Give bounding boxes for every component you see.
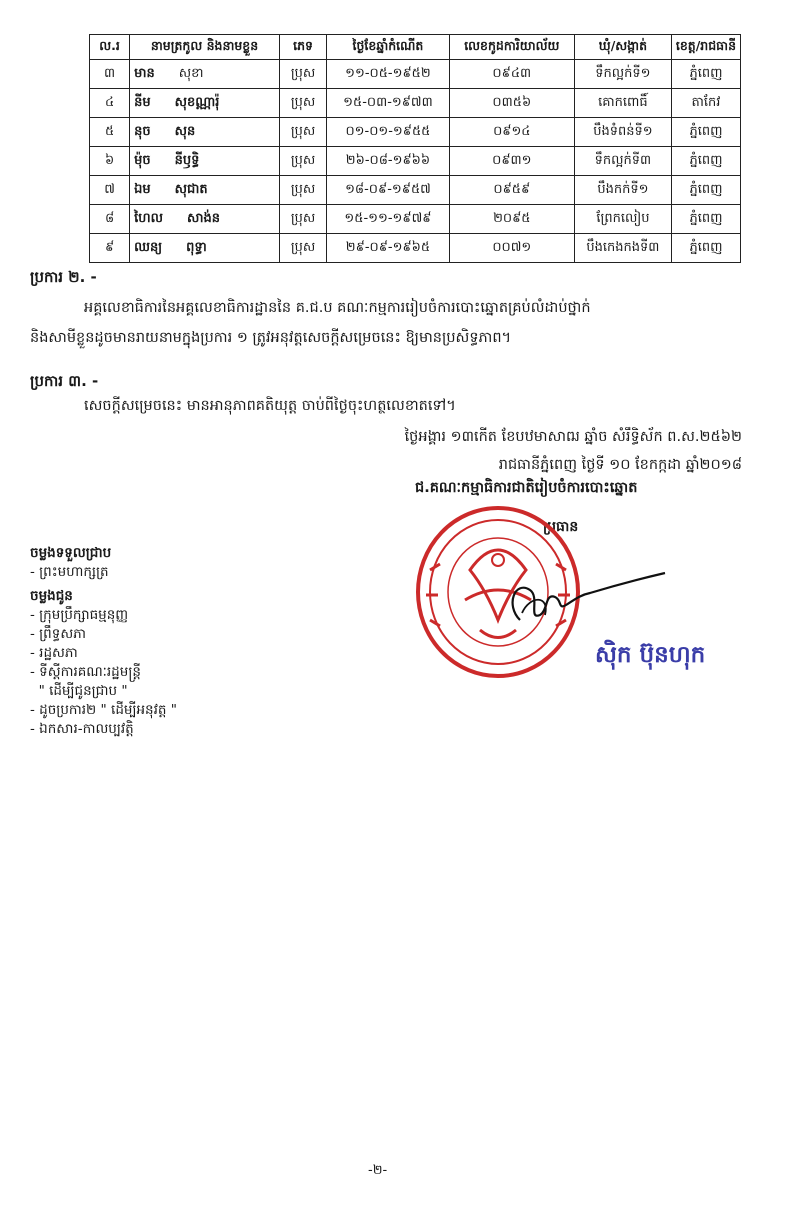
sent-item: " ដើម្បីជូនជ្រាប " xyxy=(30,683,128,699)
cell-commune: បឹងកេងកងទី៣ xyxy=(574,234,671,263)
article-2-line-1: អគ្គលេខាធិការនៃអគ្គលេខាធិការដ្ឋាននៃ គ.ជ.ប គណៈកម្មការរៀបចំការបោះឆ្នោតគ្រប់លំដាប់ថ្នាក់ xyxy=(84,300,591,316)
given-name: សុខណ្ណារ៉ុ xyxy=(174,94,220,110)
cell-no: ៤ xyxy=(90,89,130,118)
table-row xyxy=(90,60,741,89)
cell-commune: គោកពោធិ៍ xyxy=(574,89,671,118)
distribution-sent xyxy=(30,587,177,739)
sent-heading: ចម្លងជូន xyxy=(30,588,73,604)
cell-name xyxy=(130,176,280,205)
family-name: ឯម xyxy=(134,181,151,197)
cell-sex: ប្រុស xyxy=(279,234,326,263)
family-name: មាន xyxy=(134,65,155,81)
signature-icon xyxy=(500,565,670,635)
col-header-no: ល.រ xyxy=(90,35,130,60)
cell-sex: ប្រុស xyxy=(279,118,326,147)
table-row xyxy=(90,147,741,176)
cell-name xyxy=(130,205,280,234)
cell-dob: ១៨-០៩-១៩៥៧ xyxy=(327,176,449,205)
col-header-province: ខេត្ត/រាជធានី xyxy=(671,35,740,60)
cell-sex: ប្រុស xyxy=(279,60,326,89)
sent-item: - ឯកសារ-កាលប្បវត្តិ xyxy=(30,721,134,737)
cell-dob: ២៩-០៩-១៩៦៥ xyxy=(327,234,449,263)
cell-commune: ទឹកល្អក់ទី៣ xyxy=(574,147,671,176)
cell-name xyxy=(130,118,280,147)
given-name: សុន xyxy=(174,123,196,139)
family-name: ឈន្យ xyxy=(134,239,163,255)
cell-no: ៩ xyxy=(90,234,130,263)
table-header-row xyxy=(90,35,741,60)
cell-sex: ប្រុស xyxy=(279,89,326,118)
table-row xyxy=(90,176,741,205)
page-number: -២- xyxy=(368,1163,388,1178)
cell-province: ភ្នំពេញ xyxy=(671,234,740,263)
given-name: ពុទ្ធា xyxy=(186,239,207,255)
cell-no: ៨ xyxy=(90,205,130,234)
cell-name xyxy=(130,89,280,118)
cell-name xyxy=(130,60,280,89)
cell-commune: បឹងកក់ទី១ xyxy=(574,176,671,205)
cell-commune: ទឹកល្អក់ទី១ xyxy=(574,60,671,89)
cell-province: ភ្នំពេញ xyxy=(671,60,740,89)
cell-office-code: ០៣៥៦ xyxy=(449,89,574,118)
cell-office-code: ២០៩៥ xyxy=(449,205,574,234)
date-lunar: ថ្ងៃអង្គារ ១៣កើត ខែបឋមាសាឍ ឆ្នាំច សំរឹទ្ធិស័ក ព.ស.២៥៦២ xyxy=(404,429,742,445)
signer-name: ស៊ិក ប៊ុនហុក xyxy=(595,642,706,668)
col-header-office-code: លេខកូដការិយាល័យ xyxy=(449,35,574,60)
given-name: សាង់ន xyxy=(187,210,221,226)
cell-no: ៣ xyxy=(90,60,130,89)
received-heading: ចម្លងទទួលជ្រាប xyxy=(30,545,112,561)
cell-sex: ប្រុស xyxy=(279,176,326,205)
cell-commune: បឹងទំពន់ទី១ xyxy=(574,118,671,147)
cell-sex: ប្រុស xyxy=(279,147,326,176)
family-name: នីម xyxy=(134,94,151,110)
sent-item: - ទីស្ដីការគណៈរដ្ឋមន្ត្រី xyxy=(30,664,141,680)
cell-province: តាកែវ xyxy=(671,89,740,118)
sent-item: - រដ្ឋសភា xyxy=(30,645,78,661)
staff-table xyxy=(89,34,741,263)
cell-dob: ១៥-១១-១៩៧៩ xyxy=(327,205,449,234)
col-header-dob: ថ្ងៃខែឆ្នាំកំណើត xyxy=(327,35,449,60)
given-name: សុខា xyxy=(178,65,204,81)
cell-dob: ០១-០១-១៩៥៥ xyxy=(327,118,449,147)
cell-dob: ១៥-០៣-១៩៧៣ xyxy=(327,89,449,118)
sent-item: - ដូចប្រការ២ " ដើម្បីអនុវត្ត " xyxy=(30,702,177,718)
committee-name: ជ.គណៈកម្មាធិការជាតិរៀបចំការបោះឆ្នោត xyxy=(415,480,638,496)
col-header-sex: ភេទ xyxy=(279,35,326,60)
article-3-heading: ប្រការ ៣. - xyxy=(30,372,99,390)
family-name: ហៃល xyxy=(134,210,164,226)
cell-no: ៦ xyxy=(90,147,130,176)
cell-province: ភ្នំពេញ xyxy=(671,118,740,147)
cell-office-code: ០៩៥៩ xyxy=(449,176,574,205)
chair-title: ប្រធាន xyxy=(543,519,579,535)
cell-name xyxy=(130,234,280,263)
cell-no: ៥ xyxy=(90,118,130,147)
article-2-heading: ប្រការ ២. - xyxy=(30,268,97,286)
col-header-name: នាមត្រកូល និងនាមខ្លួន xyxy=(130,35,280,60)
table-row xyxy=(90,89,741,118)
distribution-received xyxy=(30,544,111,582)
table-row xyxy=(90,234,741,263)
cell-office-code: ០០៧១ xyxy=(449,234,574,263)
family-name: ម៉ុច xyxy=(134,152,151,168)
sent-item: - ព្រឹទ្ធសភា xyxy=(30,626,87,642)
cell-sex: ប្រុស xyxy=(279,205,326,234)
article-2-line-2: និងសាមីខ្លួនដូចមានរាយនាមក្នុងប្រការ ១ ត្រូវអនុវត្តសេចក្ដីសម្រេចនេះ ឱ្យមានប្រសិទ្ធភាព។ xyxy=(30,330,512,346)
cell-commune: ព្រែកលៀប xyxy=(574,205,671,234)
date-solar: រាជធានីភ្នំពេញ ថ្ងៃទី ១០ ខែកក្កដា ឆ្នាំ២០១៨ xyxy=(498,457,742,473)
table-row xyxy=(90,118,741,147)
cell-province: ភ្នំពេញ xyxy=(671,147,740,176)
cell-no: ៧ xyxy=(90,176,130,205)
cell-office-code: ០៩៤៣ xyxy=(449,60,574,89)
sent-item: - ក្រុមប្រឹក្សាធម្មនុញ្ញ xyxy=(30,607,129,623)
received-item: - ព្រះមហាក្សត្រ xyxy=(30,564,109,580)
cell-dob: ១១-០៥-១៩៥២ xyxy=(327,60,449,89)
family-name: នុច xyxy=(134,123,151,139)
cell-province: ភ្នំពេញ xyxy=(671,176,740,205)
cell-dob: ២៦-០៨-១៩៦៦ xyxy=(327,147,449,176)
given-name: សុជាត xyxy=(174,181,208,197)
cell-office-code: ០៩១៤ xyxy=(449,118,574,147)
cell-name xyxy=(130,147,280,176)
cell-province: ភ្នំពេញ xyxy=(671,205,740,234)
col-header-commune: ឃុំ/សង្កាត់ xyxy=(574,35,671,60)
given-name: នីឫទ្ធិ xyxy=(174,152,200,168)
table-row xyxy=(90,205,741,234)
article-3-line-1: សេចក្ដីសម្រេចនេះ មានអានុភាពគតិយុត្ត ចាប់ពីថ្ងៃចុះហត្ថលេខាតទៅ។ xyxy=(84,398,456,414)
cell-office-code: ០៩៣១ xyxy=(449,147,574,176)
